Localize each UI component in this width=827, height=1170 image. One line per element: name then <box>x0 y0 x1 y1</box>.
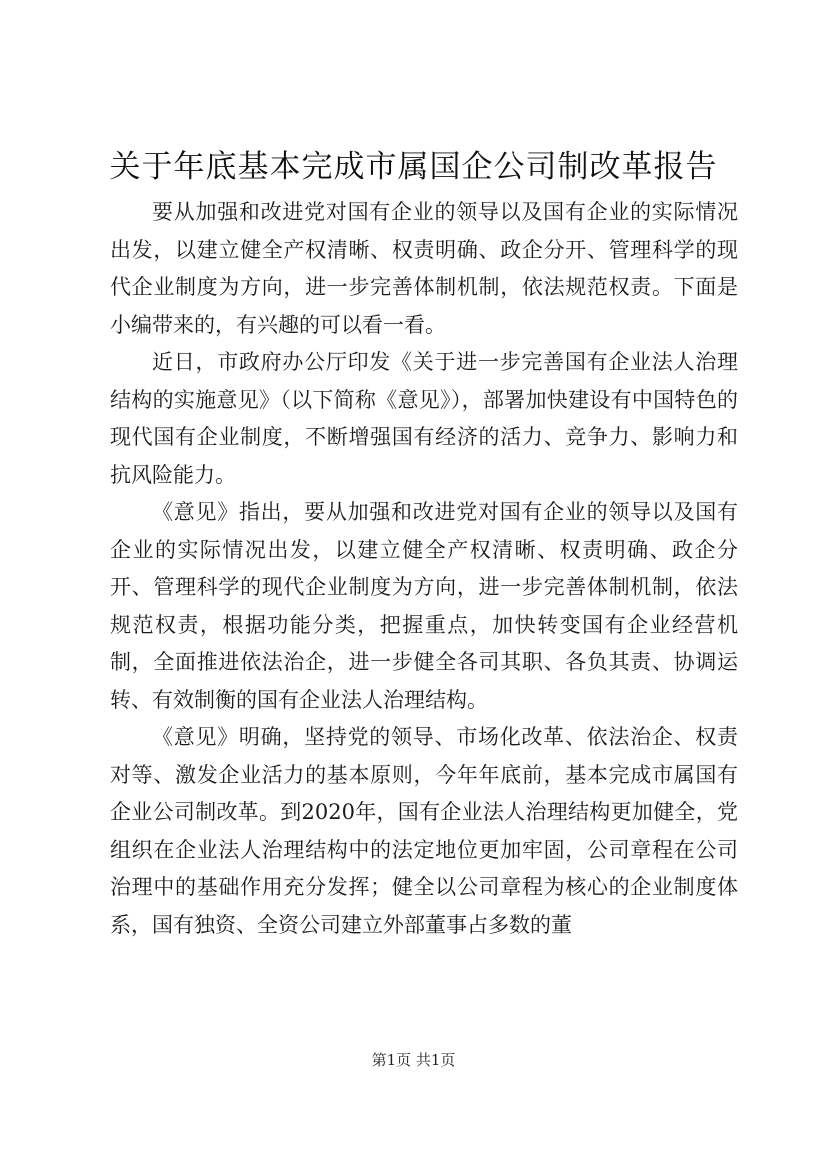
page-footer: 第1页 共1页 <box>371 1051 456 1069</box>
paragraph-4: 《意见》明确，坚持党的领导、市场化改革、依法治企、权责对等、激发企业活力的基本原则，今年年底前，基本完成市属国有企业公司制改革。到2020年，国有企业法人治理结构更加健全，党组织在企业法人治理结构中的法定地位更加牢固，公司章程在公司治理中的基础作用充分发挥；健全以公司章程为核心的企业制度体系，国有独资、全资公司建立外部董事占多数的董 <box>110 725 738 937</box>
paragraph-3: 《意见》指出，要从加强和改进党对国有企业的领导以及国有企业的实际情况出发，以建立健全产权清晰、权责明确、政企分开、管理科学的现代企业制度为方向，进一步完善体制机制，依法规范权责，根据功能分类，把握重点，加快转变国有企业经营机制，全面推进依法治企，进一步健全各司其职、各负其责、协调运转、有效制衡的国有企业法人治理结构。 <box>110 500 738 712</box>
document-body <box>110 194 738 944</box>
document-title: 关于年底基本完成市属国企公司制改革报告 <box>109 149 718 185</box>
paragraph-2: 近日，市政府办公厅印发《关于进一步完善国有企业法人治理结构的实施意见》（以下简称《意见》），部署加快建设有中国特色的现代国有企业制度，不断增强国有经济的活力、竞争力、影响力和抗风险能力。 <box>110 350 738 487</box>
paragraph-1: 要从加强和改进党对国有企业的领导以及国有企业的实际情况出发，以建立健全产权清晰、权责明确、政企分开、管理科学的现代企业制度为方向，进一步完善体制机制，依法规范权责。下面是小编带来的，有兴趣的可以看一看。 <box>110 200 738 337</box>
